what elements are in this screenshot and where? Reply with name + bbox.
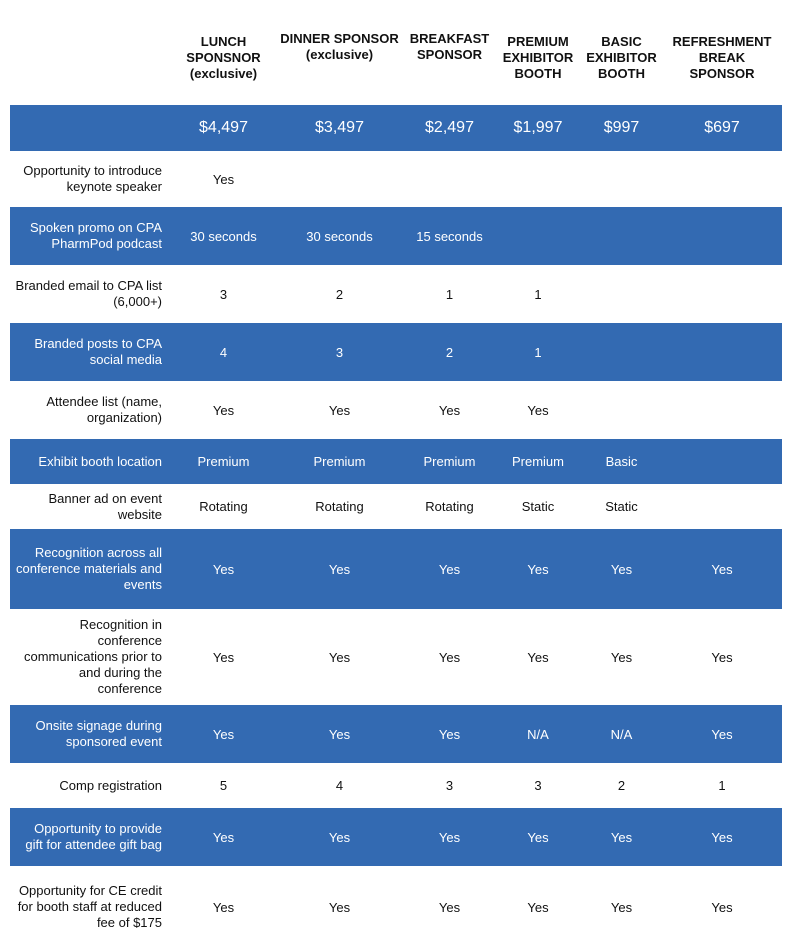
- feature-value: [662, 381, 782, 439]
- feature-value: Yes: [404, 609, 495, 705]
- feature-value: Yes: [275, 381, 404, 439]
- feature-value: [662, 265, 782, 323]
- feature-value: Yes: [275, 609, 404, 705]
- feature-value: Yes: [172, 609, 275, 705]
- feature-value: Yes: [662, 529, 782, 609]
- feature-label: Banner ad on event website: [10, 484, 172, 529]
- feature-row: [10, 808, 782, 866]
- feature-value: 1: [495, 265, 581, 323]
- feature-value: [581, 381, 662, 439]
- feature-value: [662, 207, 782, 265]
- feature-value: Yes: [275, 529, 404, 609]
- feature-value: [581, 323, 662, 381]
- feature-value: Premium: [275, 439, 404, 484]
- feature-value: Yes: [581, 609, 662, 705]
- feature-value: Yes: [581, 529, 662, 609]
- price-row-label: [10, 105, 172, 151]
- feature-value: Yes: [275, 808, 404, 866]
- feature-value: Yes: [581, 866, 662, 948]
- feature-value: Yes: [404, 808, 495, 866]
- feature-value: Rotating: [275, 484, 404, 529]
- feature-row: [10, 529, 782, 609]
- feature-value: [581, 151, 662, 207]
- feature-row: [10, 763, 782, 808]
- feature-value: [495, 151, 581, 207]
- feature-value: Rotating: [404, 484, 495, 529]
- column-header-dinner-sponsor: DINNER SPONSOR (exclusive): [280, 31, 399, 62]
- feature-row: [10, 705, 782, 763]
- price-breakfast-sponsor: $2,497: [404, 105, 495, 151]
- feature-value: Yes: [581, 808, 662, 866]
- feature-value: Yes: [275, 705, 404, 763]
- feature-value: 3: [172, 265, 275, 323]
- feature-row: [10, 609, 782, 705]
- feature-value: 2: [581, 763, 662, 808]
- feature-row: [10, 866, 782, 948]
- feature-value: Yes: [662, 609, 782, 705]
- feature-value: Yes: [662, 808, 782, 866]
- feature-label: Attendee list (name, organization): [10, 381, 172, 439]
- feature-value: [662, 484, 782, 529]
- feature-value: Premium: [404, 439, 495, 484]
- feature-value: Yes: [172, 808, 275, 866]
- feature-value: [495, 207, 581, 265]
- feature-value: Yes: [275, 866, 404, 948]
- feature-value: [581, 265, 662, 323]
- feature-rows: [10, 151, 782, 948]
- feature-row: [10, 151, 782, 207]
- feature-value: 1: [662, 763, 782, 808]
- feature-label: Branded email to CPA list (6,000+): [10, 265, 172, 323]
- feature-value: 3: [404, 763, 495, 808]
- feature-row: [10, 265, 782, 323]
- column-header-row: [10, 11, 782, 105]
- price-basic-exhibitor-booth: $997: [581, 105, 662, 151]
- feature-value: Yes: [495, 866, 581, 948]
- feature-value: [662, 323, 782, 381]
- feature-row: [10, 207, 782, 265]
- feature-value: Static: [495, 484, 581, 529]
- feature-value: Yes: [404, 529, 495, 609]
- feature-value: Yes: [404, 705, 495, 763]
- feature-row: [10, 439, 782, 484]
- feature-value: 4: [172, 323, 275, 381]
- feature-value: Yes: [172, 866, 275, 948]
- feature-label: Branded posts to CPA social media: [10, 323, 172, 381]
- sponsorship-comparison-table: [10, 11, 782, 948]
- feature-value: 1: [495, 323, 581, 381]
- feature-value: Premium: [172, 439, 275, 484]
- feature-value: Yes: [172, 151, 275, 207]
- price-row: [10, 105, 782, 151]
- feature-value: 3: [495, 763, 581, 808]
- feature-value: Yes: [172, 529, 275, 609]
- column-header-premium-exhibitor-booth: PREMIUM EXHIBITOR BOOTH: [502, 34, 574, 81]
- feature-label: Opportunity to introduce keynote speaker: [10, 151, 172, 207]
- feature-label: Comp registration: [10, 763, 172, 808]
- feature-value: Rotating: [172, 484, 275, 529]
- header-corner: [10, 11, 172, 105]
- column-header-basic-exhibitor-booth: BASIC EXHIBITOR BOOTH: [586, 34, 657, 81]
- feature-value: [662, 151, 782, 207]
- feature-value: 3: [275, 323, 404, 381]
- feature-value: [275, 151, 404, 207]
- feature-value: 1: [404, 265, 495, 323]
- feature-value: Yes: [495, 381, 581, 439]
- feature-row: [10, 381, 782, 439]
- feature-value: Yes: [662, 705, 782, 763]
- feature-label: Spoken promo on CPA PharmPod podcast: [10, 207, 172, 265]
- feature-value: Yes: [662, 866, 782, 948]
- feature-value: Yes: [404, 866, 495, 948]
- feature-value: Yes: [495, 808, 581, 866]
- feature-value: Yes: [172, 381, 275, 439]
- feature-value: 30 seconds: [172, 207, 275, 265]
- price-refreshment-break-sponsor: $697: [662, 105, 782, 151]
- feature-value: Yes: [172, 705, 275, 763]
- feature-value: Yes: [404, 381, 495, 439]
- feature-value: 5: [172, 763, 275, 808]
- feature-value: Yes: [495, 609, 581, 705]
- feature-value: Premium: [495, 439, 581, 484]
- price-dinner-sponsor: $3,497: [275, 105, 404, 151]
- feature-value: Static: [581, 484, 662, 529]
- feature-value: N/A: [581, 705, 662, 763]
- feature-row: [10, 323, 782, 381]
- feature-value: [581, 207, 662, 265]
- feature-label: Onsite signage during sponsored event: [10, 705, 172, 763]
- column-header-refreshment-break-sponsor: REFRESHMENT BREAK SPONSOR: [672, 34, 772, 81]
- feature-row: [10, 484, 782, 529]
- price-lunch-sponsor: $4,497: [172, 105, 275, 151]
- feature-value: 30 seconds: [275, 207, 404, 265]
- feature-value: N/A: [495, 705, 581, 763]
- column-header-breakfast-sponsor: BREAKFAST SPONSOR: [409, 31, 490, 62]
- column-header-lunch-sponsor: LUNCH SPONSNOR (exclusive): [186, 34, 261, 81]
- feature-label: Exhibit booth location: [10, 439, 172, 484]
- feature-label: Opportunity to provide gift for attendee gift bag: [10, 808, 172, 866]
- feature-value: 2: [275, 265, 404, 323]
- feature-label: Opportunity for CE credit for booth staff at reduced fee of $175: [10, 866, 172, 948]
- feature-value: [662, 439, 782, 484]
- feature-label: Recognition across all conference materials and events: [10, 529, 172, 609]
- feature-value: [404, 151, 495, 207]
- feature-value: 15 seconds: [404, 207, 495, 265]
- feature-value: 2: [404, 323, 495, 381]
- feature-value: Basic: [581, 439, 662, 484]
- feature-label: Recognition in conference communications prior to and during the conference: [10, 609, 172, 705]
- price-premium-exhibitor-booth: $1,997: [495, 105, 581, 151]
- feature-value: 4: [275, 763, 404, 808]
- feature-value: Yes: [495, 529, 581, 609]
